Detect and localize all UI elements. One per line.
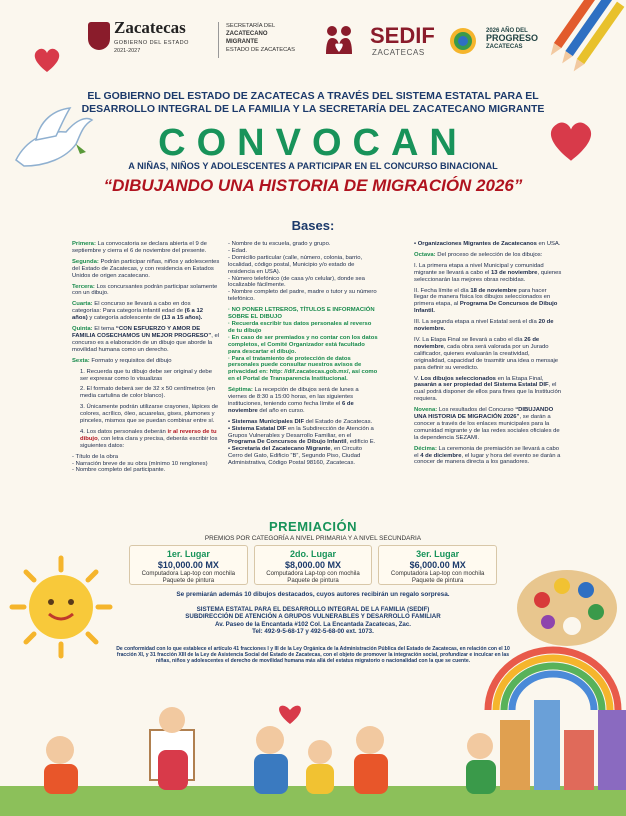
prize-item: Paquete de pintura — [287, 577, 339, 584]
prize-item: Paquete de pintura — [162, 577, 215, 584]
sedif-name: SEDIF — [370, 23, 435, 48]
prize-first — [129, 545, 248, 585]
children-illustration — [0, 690, 626, 816]
institution-item: • Secretaría del Zacatecano Migrante, en Circuito Cerro del Gato, Edificio “B”, Segundo Piso, Ciudad Administrativa, Código Postal 98160, Zacatecas. — [228, 446, 363, 467]
institution-item: • Sistemas Municipales DIF del Estado de Zacatecas. — [228, 418, 373, 425]
contact-block — [120, 606, 506, 636]
gobierno-years: 2021-2027 — [114, 48, 141, 54]
contact-phone: Tel: 492-9-5-68-17 y 492-5-68-00 ext. 1073. — [252, 628, 374, 636]
prize-item: Computadora Lap-top con mochila — [390, 570, 485, 577]
base-tercera: Tercera: Los concursantes podrán participar solamente con un dibujo. — [72, 283, 218, 297]
sun-icon — [6, 552, 116, 662]
contact-line: SISTEMA ESTATAL PARA EL DESARROLLO INTEGRAL DE LA FAMILIA (SEDIF) — [196, 606, 430, 613]
data-item: - Título de la obra — [72, 453, 119, 460]
zacatecas-name: Zacatecas — [114, 18, 186, 37]
sec-line4: ESTADO DE ZACATECAS — [226, 47, 296, 53]
warning-item: · Para el tratamiento de protección de datos personales puede consultar nuestros avisos de privacidad en: http: //dif.zacatecas.gob.mx/, así como en el Portal de Transparencia Institucional. — [228, 355, 378, 383]
data-item: - Narración breve de su obra (mínimo 10 renglones) — [72, 460, 208, 467]
sedif-sub: ZACATECAS — [372, 48, 425, 57]
data-item: - Edad. — [228, 247, 247, 254]
premiacion-heading: PREMIACIÓN — [268, 519, 358, 534]
institution-item: • Organizaciones Migrantes de Zacatecanos en USA. — [414, 241, 561, 247]
sec-line2: ZACATECANO — [226, 31, 268, 37]
data-item: - Nombre completo del padre, madre o tutor y su número telefónico. — [228, 289, 377, 303]
extra-prizes-note: Se premiarán además 10 dibujos destacados, cuyos autores recibirán un regalo sorpresa. — [176, 591, 450, 598]
data-item: - Domicilio particular (calle, número, colonia, barrio, localidad, código postal, Municipio y/o estado de residencia en USA). — [228, 254, 363, 275]
stage-3: III. La segunda etapa a nivel Estatal será el día 20 de noviembre. — [414, 319, 554, 333]
warning-item: · En caso de ser premiados y no contar con los datos completos, el Comité Organizador está facultado para descartar el dibujo. — [228, 334, 378, 355]
prizes-row — [126, 545, 500, 585]
prog-line2: PROGRESO — [486, 33, 539, 43]
contest-title: “DIBUJANDO UNA HISTORIA DE MIGRACIÓN 2026” — [103, 176, 523, 195]
prize-item: Paquete de pintura — [411, 577, 464, 584]
base-decima: Décima: La ceremonia de premiación se llevará a cabo el 4 de diciembre, el lugar y hora del evento se darán a conocer de manera directa a los ganadores. — [414, 445, 561, 466]
base-sexta: Sexta: Formato y requisitos del dibujo — [72, 357, 172, 364]
convocan-heading: CONVOCAN — [158, 122, 468, 164]
stage-1: I. La primera etapa a nivel Municipal y comunidad migrante se llevará a cabo el 13 de noviembre, quienes seleccionarán las mejores obras recibidas. — [414, 262, 562, 283]
req-1: 1. Recuerda que tu dibujo debe ser original y debe ser expresar como lo visualizas — [80, 368, 212, 382]
base-segunda: Segunda: Podrán participar niñas, niños y adolescentes del Estado de Zacatecas, y con residencia en Estados Unidos de origen zacatecano. — [72, 258, 220, 279]
header — [0, 8, 626, 70]
premiacion-subheading: PREMIOS POR CATEGORÍA A NIVEL PRIMARIA Y A NIVEL SECUNDARIA — [204, 535, 422, 542]
paint-palette-icon — [512, 560, 622, 650]
progreso-text — [486, 28, 546, 51]
intro-text: EL GOBIERNO DEL ESTADO DE ZACATECAS A TRAVÉS DEL SISTEMA ESTATAL PARA EL DESARROLLO INTEGRAL DE LA FAMILIA Y LA SECRETARÍA DEL ZACATECANO MIGRANTE — [81, 90, 545, 115]
institution-item: • Sistema Estatal DIF en la Subdirección de Atención a Grupos Vulnerables y Desarrollo Familiar, en el Programa De Concursos de Dibujo Infantil, edificio E. — [228, 425, 376, 446]
warning-item: · NO PONER LETREROS, TÍTULOS E INFORMACIÓN SOBRE EL DIBUJO — [228, 307, 375, 321]
prize-item: Computadora Lap-top con mochila — [266, 570, 360, 577]
stage-5: V. Los dibujos seleccionados en la Etapa Final, pasarán a ser propiedad del Sistema Estatal DIF, el cual podrá disponer de ellos para fines que la Institución requiera. — [414, 375, 562, 403]
sec-line3: MIGRANTE — [226, 39, 258, 45]
legal-text: De conformidad con lo que establece el artículo 41 fracciones I y III de la Ley Orgánica de la Administración Pública del Estado de Zacatecas, en relación con el 10 fracción XI, y 31 fracción XIII de la Ley de Asistencia Social del Estado de Zacatecas, con el objeto de promover la integración social, profundizar e inculcar en las niñas, niños y adolescentes el derecho de movilidad humana más allá del estatus migratorio o nacionalidad con la que se cuente. — [116, 646, 510, 664]
invite-text: A NIÑAS, NIÑOS Y ADOLESCENTES A PARTICIPAR EN EL CONCURSO BINACIONAL — [128, 161, 498, 171]
prize-third — [378, 545, 497, 585]
contact-address: Av. Paseo de la Encantada #102 Col. La Encantada Zacatecas, Zac. — [214, 620, 412, 628]
data-item: - Número telefónico (de casa y/o celular), donde sea localizable fácilmente. — [228, 275, 365, 289]
base-novena: Novena: Los resultados del Concurso “DIBUJANDO UNA HISTORIA DE MIGRACIÓN 2026”, se darán a conocer a través de los enlaces municipales para la comunidad migrante y de las redes sociales oficiales de la dependencia SEZAMI. — [414, 407, 560, 441]
sedif-family-icon — [322, 24, 356, 56]
prize-amount: $6,000.00 MX — [409, 560, 466, 570]
prize-item: Computadora Lap-top con mochila — [141, 570, 236, 577]
prog-line3: ZACATECAS — [486, 44, 523, 50]
stage-4: IV. La Etapa Final se llevará a cabo el día 26 de noviembre, cada obra será valorada por un Jurado calificador, quienes evaluarán la creatividad, originalidad, capacidad de trasmitir una idea o mensaje para definir su veredicto. — [414, 336, 559, 371]
base-octava: Octava: Del proceso de selección de los dibujos: — [414, 251, 543, 258]
contact-line: SUBDIRECCIÓN DE ATENCIÓN A GRUPOS VULNERABLES Y DESARROLLO FAMILIAR — [185, 613, 441, 621]
base-cuarta: Cuarta: El concurso se llevará a cabo en dos categorías: Para categoría infantil edad de (6 a 12 años) y categoría adolescente de (13 a 15 años). — [72, 301, 203, 322]
bases-column-3 — [414, 241, 562, 470]
divider — [218, 22, 219, 58]
crest-icon — [88, 22, 110, 50]
zacatecas-logo — [88, 18, 206, 64]
prize-place: 3er. Lugar — [416, 549, 460, 559]
data-item: - Nombre completo del participante. — [72, 467, 166, 474]
req-3: 3. Únicamente podrán utilizarse crayones, lápices de colores, acrílico, óleo, acuarelas, gises, plumones y pinceles, mismos que se puedan combinar entre sí. — [80, 404, 219, 425]
prize-amount: $8,000.00 MX — [284, 560, 342, 570]
secretaria-logo — [226, 22, 316, 54]
gobierno-label: GOBIERNO DEL ESTADO — [114, 40, 189, 46]
bases-heading: Bases: — [291, 218, 335, 233]
prize-second — [254, 545, 373, 585]
prize-place: 2do. Lugar — [290, 549, 337, 559]
data-item: - Nombre de tu escuela, grado y grupo. — [228, 241, 331, 247]
base-quinta: Quinta: El tema “CON ESFUERZO Y AMOR DE FAMILIA COSECHAMOS UN MEJOR PROGRESO”, el concurso es a elaboración de un dibujo que aborde la movilidad humana como un derecho. — [72, 326, 220, 353]
heart-icon — [546, 118, 596, 164]
base-septima: Séptima: La recepción de dibujos será de lunes a viernes de 8:30 a 15:00 horas, en las siguientes instituciones, teniendo como fecha límite el 6 de noviembre del año en curso. — [228, 387, 359, 414]
prize-amount: $10,000.00 MX — [157, 560, 219, 570]
prize-place: 1er. Lugar — [166, 549, 210, 559]
req-2: 2. El formato deberá ser de 32 x 50 centímetros (en media cartulina de color blanco). — [80, 386, 215, 400]
req-4: 4. Los datos personales deberán ir al reverso de tu dibujo, con letra clara y precisa, deberás escribir los siguientes datos: — [80, 428, 218, 449]
warning-item: · Recuerda escribir tus datos personales al reverso de tu dibujo — [228, 320, 372, 334]
prog-line1: 2026 AÑO DEL — [486, 28, 528, 34]
stage-2: II. Fecha límite el día 18 de noviembre para hacer llegar de manera física los dibujos seleccionados en primera etapa, al Programa De Concursos de Dibujo Infantil. — [414, 287, 558, 315]
progreso-logo-icon — [444, 26, 482, 56]
base-primera: Primera: La convocatoria se declara abierta el 9 de septiembre y cierra el 6 de noviembre del presente. — [72, 241, 207, 254]
sec-line1: SECRETARÍA DEL — [226, 23, 276, 29]
bases-column-2 — [228, 241, 378, 467]
bases-column-1 — [72, 241, 220, 474]
